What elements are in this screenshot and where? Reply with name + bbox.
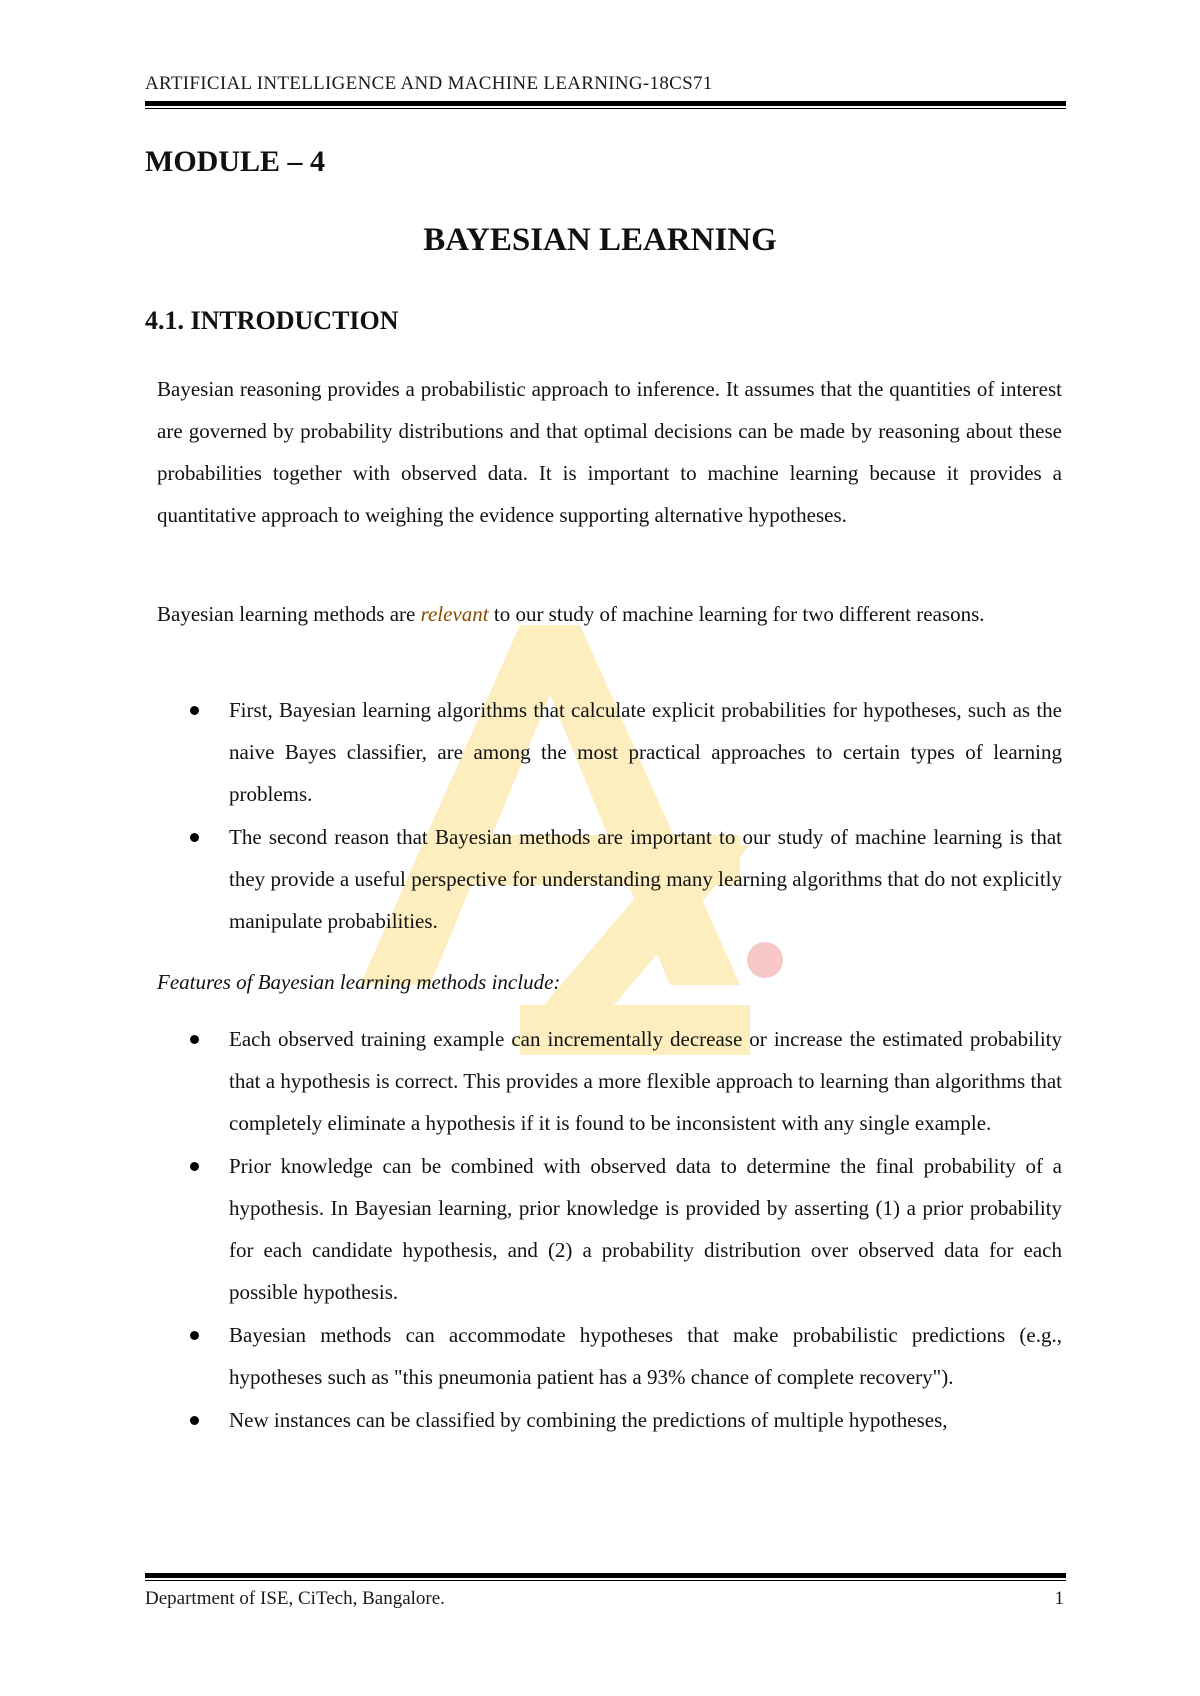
footer-department: Department of ISE, CiTech, Bangalore. [145,1588,445,1609]
bullet-icon [190,706,199,715]
chapter-title: BAYESIAN LEARNING [423,222,777,258]
bullet-icon [190,1162,199,1171]
bullet-icon [190,1331,199,1340]
list-item-text: Prior knowledge can be combined with observed data to determine the final probability of a hypothesis. In Bayesian learning, prior knowledge is provided by asserting (1) a prior probability for each candidate hypothesis, and (2) a probability distribution over observed data for each possible hypothesis. [229,1154,1062,1304]
header-rule-thin [145,108,1066,109]
list-item [157,816,1062,942]
intro-paragraph: Bayesian reasoning provides a probabilistic approach to inference. It assumes that the quantities of interest are governed by probability distributions and that optimal decisions can be made by reasoning about these probabilities together with observed data. It is important to machine learning because it provides a quantitative approach to weighing the evidence supporting alternative hypotheses. [157,377,1062,527]
section-heading: 4.1. INTRODUCTION [145,306,399,335]
relevance-emphasis: relevant [420,602,489,626]
list-item-text: New instances can be classified by combining the predictions of multiple hypotheses, [229,1408,948,1432]
list-item [157,1399,1062,1441]
page-number: 1 [1054,1588,1064,1609]
list-item-text: The second reason that Bayesian methods are important to our study of machine learning is that they provide a useful perspective for understanding many learning algorithms that do not explicitly manipulate probabilities. [229,825,1062,933]
bullet-icon [190,1416,199,1425]
list-item-text: First, Bayesian learning algorithms that calculate explicit probabilities for hypotheses, such as the naive Bayes classifier, are among the most practical approaches to certain types of learning problems. [229,698,1062,806]
features-list [157,1018,1062,1442]
header-rule-thick [145,101,1066,106]
running-header: ARTIFICIAL INTELLIGENCE AND MACHINE LEARNING-18CS71 [145,73,713,94]
relevance-text-after: to our study of machine learning for two different reasons. [488,602,985,626]
module-title: MODULE – 4 [145,145,325,178]
features-heading: Features of Bayesian learning methods include: [157,970,561,994]
list-item [157,1018,1062,1144]
bullet-icon [190,1035,199,1044]
list-item [157,1145,1062,1313]
footer-rule-thin [145,1580,1066,1581]
footer-rule-thick [145,1573,1066,1578]
relevance-paragraph [157,593,1062,635]
list-item-text: Bayesian methods can accommodate hypotheses that make probabilistic predictions (e.g., hypotheses such as "this pneumonia patient has a 93% chance of complete recovery"). [229,1323,1062,1389]
reasons-list [157,689,1062,943]
list-item [157,689,1062,815]
bullet-icon [190,833,199,842]
list-item-text: Each observed training example can incrementally decrease or increase the estimated probability that a hypothesis is correct. This provides a more flexible approach to learning than algorithms that completely eliminate a hypothesis if it is found to be inconsistent with any single example. [229,1027,1062,1135]
list-item [157,1314,1062,1398]
relevance-text-before: Bayesian learning methods are [157,602,421,626]
